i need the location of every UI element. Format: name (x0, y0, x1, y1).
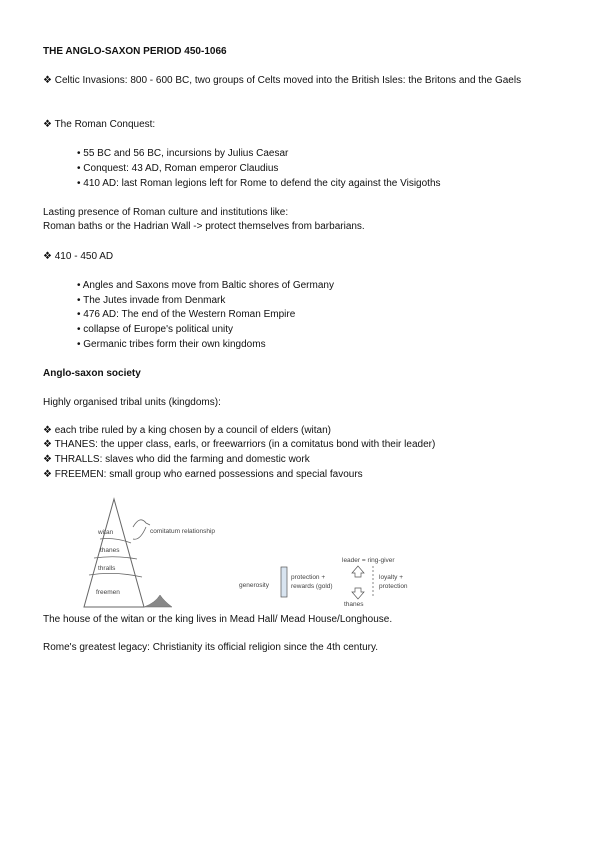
list-item: • 476 AD: The end of the Western Roman Empire (77, 309, 296, 320)
pyramid-level-label: thanes (100, 547, 120, 554)
list-item-text: 55 BC and 56 BC, incursions by Julius Caesar (83, 148, 289, 159)
lasting-presence-line1: Lasting presence of Roman culture and institutions like: (43, 207, 289, 218)
society-heading: Anglo-saxon society (43, 368, 141, 379)
list-item (43, 424, 331, 437)
diamond-bullet-icon: ❖ (43, 469, 52, 480)
lasting-presence-line2: Roman baths or the Hadrian Wall -> protect themselves from barbarians. (43, 221, 365, 232)
generosity-label: generosity (239, 582, 269, 589)
mead-hall-paragraph: The house of the witan or the king lives in Mead Hall/ Mead House/Longhouse. (43, 614, 393, 625)
list-item-text: Germanic tribes form their own kingdoms (83, 339, 266, 350)
list-item: • collapse of Europe's political unity (77, 324, 234, 335)
list-item: • 55 BC and 56 BC, incursions by Julius Caesar (77, 148, 289, 159)
pyramid-level-label: freemen (96, 589, 120, 596)
pyramid-level-label: thralls (98, 565, 116, 572)
list-item-text: THRALLS: slaves who did the farming and domestic work (54, 454, 310, 465)
rewards-label: rewards (gold) (291, 583, 333, 590)
celtic-invasions-text: Celtic Invasions: 800 - 600 BC, two groups of Celts moved into the British Isles: the Britons and the Gaels (54, 75, 522, 86)
roman-conquest-heading-text: The Roman Conquest: (54, 119, 156, 130)
list-item (43, 468, 363, 481)
exchange-bracket-box (281, 567, 287, 597)
list-item-text: collapse of Europe's political unity (83, 324, 234, 335)
list-item (43, 438, 435, 451)
pyramid-level-label: witan (98, 529, 114, 536)
protection-label: protection + (291, 574, 326, 581)
list-item: • Conquest: 43 AD, Roman emperor Claudius (77, 163, 279, 174)
exchange-diagram (236, 554, 426, 610)
society-pyramid-diagram (60, 495, 250, 615)
list-item: • Germanic tribes form their own kingdoms (77, 339, 266, 350)
arrow-down-icon (352, 588, 364, 599)
pyramid-divider (89, 573, 142, 577)
list-item: • 410 AD: last Roman legions left for Rome to defend the city against the Visigoths (77, 178, 441, 189)
loyalty-protection-label: protection (379, 583, 408, 590)
period-heading (43, 250, 113, 263)
list-item-text: 410 AD: last Roman legions left for Rome to defend the city against the Visigoths (83, 178, 441, 189)
list-item-text: each tribe ruled by a king chosen by a council of elders (witan) (54, 425, 332, 436)
list-item-text: Conquest: 43 AD, Roman emperor Claudius (83, 163, 279, 174)
list-item-text: Angles and Saxons move from Baltic shores of Germany (82, 280, 334, 291)
roman-conquest-heading (43, 118, 155, 131)
comitatum-bracket (133, 527, 146, 539)
list-item-text: THANES: the upper class, earls, or freewarriors (in a comitatus bond with their leader) (54, 439, 436, 450)
diamond-bullet-icon: ❖ (43, 251, 52, 262)
diamond-bullet-icon: ❖ (43, 439, 52, 450)
diamond-bullet-icon: ❖ (43, 454, 52, 465)
comitatum-bracket (133, 520, 150, 527)
pyramid-shadow (144, 595, 172, 607)
loyalty-label: loyalty + (379, 574, 404, 581)
arrow-up-icon (352, 566, 364, 577)
diamond-bullet-icon: ❖ (43, 425, 52, 436)
thanes-label: thanes (344, 601, 364, 608)
document-title: THE ANGLO-SAXON PERIOD 450-1066 (43, 46, 227, 57)
diamond-bullet-icon: ❖ (43, 75, 52, 86)
list-item-text: FREEMEN: small group who earned possessions and special favours (54, 469, 363, 480)
list-item-text: 476 AD: The end of the Western Roman Empire (83, 309, 296, 320)
society-intro: Highly organised tribal units (kingdoms): (43, 397, 221, 408)
list-item (43, 453, 310, 466)
list-item: • The Jutes invade from Denmark (77, 295, 226, 306)
list-item-text: The Jutes invade from Denmark (83, 295, 226, 306)
period-heading-text: 410 - 450 AD (54, 251, 114, 262)
list-item: • Angles and Saxons move from Baltic shores of Germany (77, 280, 334, 291)
legacy-paragraph: Rome's greatest legacy: Christianity its official religion since the 4th century. (43, 642, 379, 653)
leader-label: leader = ring-giver (342, 557, 395, 564)
diamond-bullet-icon: ❖ (43, 119, 52, 130)
comitatum-label: comitatum relationship (150, 528, 216, 535)
celtic-invasions-paragraph (43, 74, 548, 87)
